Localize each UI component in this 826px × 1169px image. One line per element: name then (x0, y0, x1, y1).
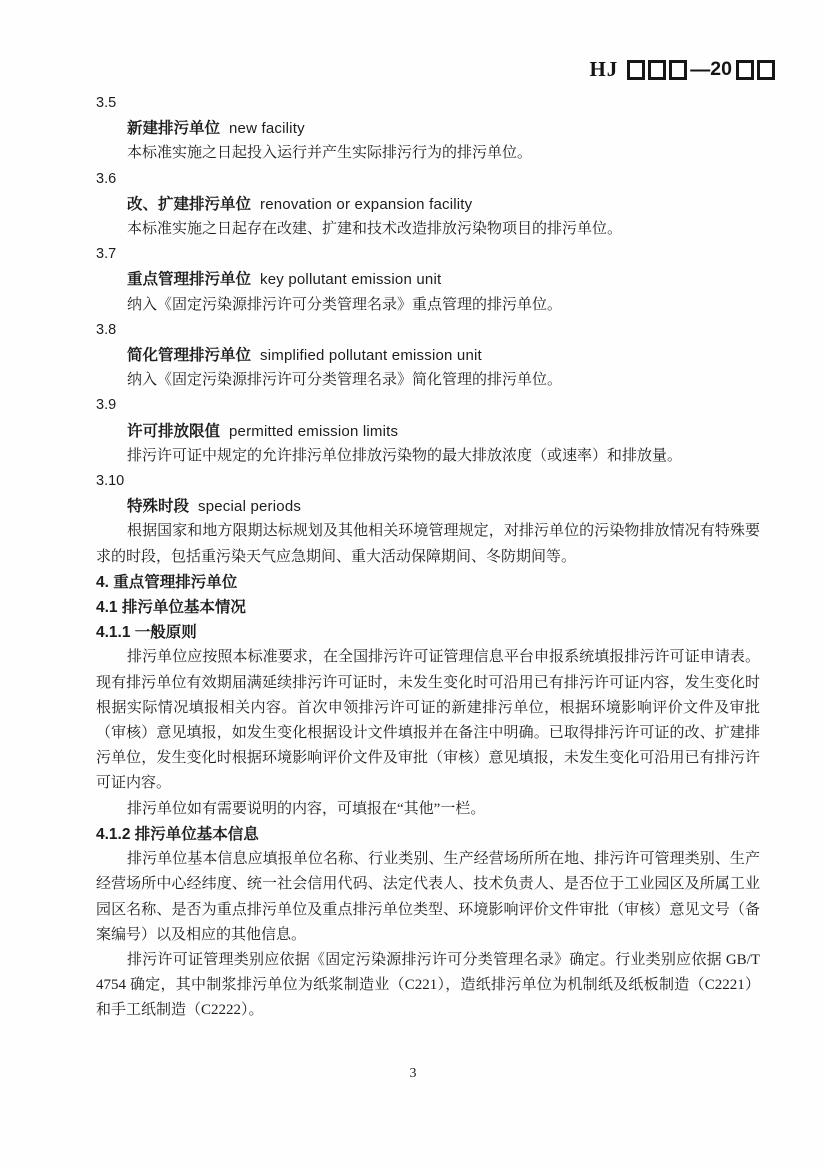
paragraph-category-basis: 排污许可证管理类别应依据《固定污染源排污许可分类管理名录》确定。行业类别应依据 GB/T 4754 确定，其中制浆排污单位为纸浆制造业（C221），造纸排污单位为机制纸及纸板制造（C2221）和手工纸制造（C2222）。 (96, 951, 760, 1019)
digit-placeholder-box (736, 60, 754, 80)
term-number: 3.7 (96, 246, 117, 263)
term-title (96, 192, 760, 217)
standard-number-dash: — (690, 58, 711, 81)
standard-number-boxes-after (734, 60, 776, 80)
paragraph-basic-info: 排污单位基本信息应填报单位名称、行业类别、生产经营场所所在地、排污许可管理类别、生产经营场所中心经纬度、统一社会信用代码、法定代表人、技术负责人、是否位于工业园区及所属工业园区名称、是否为重点排污单位及重点排污单位类型、环境影响评价文件审批（审核）意见文号（备案编号）以及相应的其他信息。 (96, 851, 760, 943)
term-title-zh: 新建排污单位 (127, 120, 221, 138)
section-4-1-heading: 4.1 排污单位基本情况 (96, 599, 246, 617)
term-title-zh: 改、扩建排污单位 (127, 195, 252, 213)
term-title (96, 267, 760, 292)
paragraph-other-notes: 排污单位如有需要说明的内容，可填报在“其他”一栏。 (127, 800, 486, 817)
term-3-6 (96, 167, 760, 243)
term-title-zh: 重点管理排污单位 (127, 271, 252, 289)
term-number: 3.8 (96, 321, 117, 338)
term-title-en: renovation or expansion facility (260, 195, 473, 213)
section-4-1-2-heading: 4.1.2 排污单位基本信息 (96, 825, 259, 843)
standard-year-prefix: 20 (710, 58, 732, 80)
term-definition: 根据国家和地方限期达标规划及其他相关环境管理规定，对排污单位的污染物排放情况有特殊要求的时段，包括重污染天气应急期间、重大活动保障期间、冬防期间等。 (96, 523, 760, 565)
term-title-zh: 许可排放限值 (127, 422, 221, 440)
standard-number-boxes-before (625, 60, 688, 80)
term-definition: 纳入《固定污染源排污许可分类管理名录》简化管理的排污单位。 (127, 372, 563, 389)
term-3-5 (96, 91, 760, 167)
digit-placeholder-box (757, 60, 775, 80)
term-title (96, 116, 760, 141)
term-3-8 (96, 318, 760, 394)
term-title-zh: 特殊时段 (127, 498, 190, 516)
term-title-en: new facility (229, 120, 305, 138)
term-number: 3.10 (96, 473, 125, 490)
digit-placeholder-box (669, 60, 687, 80)
term-title (96, 419, 760, 444)
term-title-en: permitted emission limits (229, 422, 399, 440)
term-definition: 排污许可证中规定的允许排污单位排放污染物的最大排放浓度（或速率）和排放量。 (127, 447, 683, 464)
term-3-9 (96, 393, 760, 469)
term-title-en: key pollutant emission unit (260, 271, 442, 289)
term-3-7 (96, 242, 760, 318)
term-number: 3.5 (96, 95, 117, 111)
term-title (96, 343, 760, 368)
term-definition: 本标准实施之日起存在改建、扩建和技术改造排放污染物项目的排污单位。 (127, 221, 623, 238)
section-4-1-1-heading: 4.1.1 一般原则 (96, 624, 197, 642)
term-title-en: special periods (198, 498, 302, 516)
digit-placeholder-box (648, 60, 666, 80)
page-number: 3 (409, 1066, 417, 1081)
section-4-heading: 4. 重点管理排污单位 (96, 573, 238, 591)
term-title-en: simplified pollutant emission unit (260, 347, 482, 365)
term-title-zh: 简化管理排污单位 (127, 347, 252, 365)
term-3-10 (96, 469, 760, 570)
term-number: 3.9 (96, 397, 117, 414)
term-number: 3.6 (96, 170, 117, 187)
standard-code-prefix: HJ (589, 57, 619, 81)
digit-placeholder-box (627, 60, 645, 80)
term-definition: 本标准实施之日起投入运行并产生实际排污行为的排污单位。 (127, 145, 533, 162)
term-definition: 纳入《固定污染源排污许可分类管理名录》重点管理的排污单位。 (127, 296, 563, 313)
document-body (96, 91, 760, 1024)
standard-number (589, 57, 776, 82)
paragraph-general-principles: 排污单位应按照本标准要求，在全国排污许可证管理信息平台申报系统填报排污许可证申请表。现有排污单位有效期届满延续排污许可证时，未发生变化时可沿用已有排污许可证内容，发生变化时根据实际情况填报相关内容。首次申领排污许可证的新建排污单位，根据环境影响评价文件及审批（审核）意见填报，如发生变化根据设计文件填报并在备注中明确。已取得排污许可证的改、扩建排污单位，发生变化时根据环境影响评价文件及审批（审核）意见填报，未发生变化可沿用已有排污许可证内容。 (96, 649, 760, 792)
term-title (96, 494, 760, 519)
